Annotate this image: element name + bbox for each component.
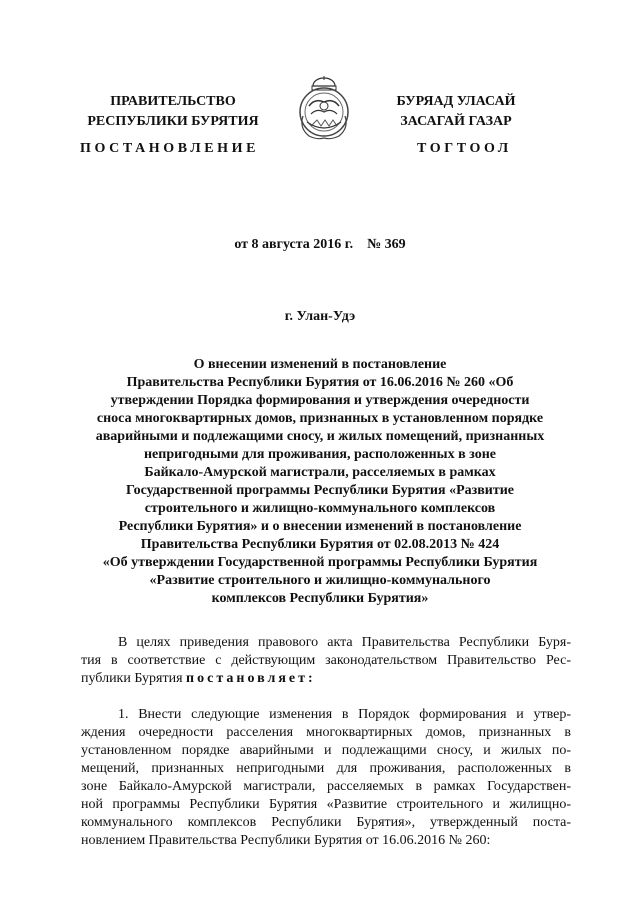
decree-label-bua: ТОГТООЛ xyxy=(417,141,512,156)
document-date-number: от 8 августа 2016 г. № 369 xyxy=(234,237,406,252)
clause-1-paragraph xyxy=(81,706,571,850)
paragraph-line: установленном порядке аварийными и подлежащими сносу, и жилых по- xyxy=(81,743,571,758)
paragraph-line: тия в соответствие с действующим законодательством Правительство Рес- xyxy=(81,653,571,668)
title-line: Байкало-Амурской магистрали, расселяемых в рамках xyxy=(144,465,496,480)
paragraph-line: В целях приведения правового акта Правительства Республики Буря- xyxy=(118,635,571,650)
title-line: утверждении Порядка формирования и утверждения очередности xyxy=(110,393,530,408)
title-line: Государственной программы Республики Бурятия «Развитие xyxy=(125,483,515,498)
paragraph-line: новлением Правительства Республики Бурятия от 16.06.2016 № 260: xyxy=(81,833,491,848)
header-right-block xyxy=(351,92,561,132)
paragraph-line-prefix: публики Бурятия xyxy=(81,671,187,686)
paragraph-line xyxy=(81,670,571,688)
title-line: «Развитие строительного и жилищно-коммунального xyxy=(149,573,491,588)
header-left-block xyxy=(68,92,278,132)
title-line: О внесении изменений в постановление xyxy=(193,357,447,372)
government-name-bua-line2: ЗАСАГАЙ ГАЗАР xyxy=(400,114,512,129)
paragraph-line: зоне Байкало-Амурской магистрали, расселяемых в рамках Государствен- xyxy=(81,779,571,794)
title-line: Правительства Республики Бурятия от 02.08.2013 № 424 xyxy=(140,537,500,552)
title-line: строительного и жилищно-коммунального комплексов xyxy=(144,501,496,516)
title-line: Правительства Республики Бурятия от 16.06.2016 № 260 «Об xyxy=(126,375,514,390)
paragraph-line: ной программы Республики Бурятия «Развитие строительного и жилищно- xyxy=(81,797,571,812)
title-line: непригодными для проживания, расположенных в зоне xyxy=(143,447,496,462)
document-city: г. Улан-Удэ xyxy=(284,309,356,324)
government-name-bua-line1: БУРЯАД УЛАСАЙ xyxy=(396,94,516,109)
preamble-paragraph xyxy=(81,634,571,688)
title-line: комплексов Республики Бурятия» xyxy=(211,591,429,606)
title-line: «Об утверждении Государственной программы Республики Бурятия xyxy=(102,555,538,570)
title-line: Республики Бурятия» и о внесении изменений в постановление xyxy=(118,519,522,534)
resolves-emphasis: постановляет: xyxy=(186,671,316,686)
paragraph-line: 1. Внести следующие изменения в Порядок формирования и утвер- xyxy=(118,707,571,722)
title-line: сноса многоквартирных домов, признанных в установленном порядке xyxy=(96,411,544,426)
paragraph-line: коммунального комплексов Республики Бурятия», утвержденный поста- xyxy=(81,815,571,830)
decree-label-ru: ПОСТАНОВЛЕНИЕ xyxy=(80,141,260,156)
paragraph-line: ждения очередности расселения многоквартирных домов, признанных в xyxy=(81,725,571,740)
government-name-ru-line1: ПРАВИТЕЛЬСТВО xyxy=(110,94,236,109)
coat-of-arms-icon xyxy=(297,76,351,142)
title-line: аварийными и подлежащими сносу, и жилых помещений, признанных xyxy=(95,429,545,444)
document-title xyxy=(70,356,570,608)
paragraph-line: мещений, признанных непригодными для проживания, расположенных в xyxy=(81,761,571,776)
government-name-ru-line2: РЕСПУБЛИКИ БУРЯТИЯ xyxy=(87,114,259,129)
